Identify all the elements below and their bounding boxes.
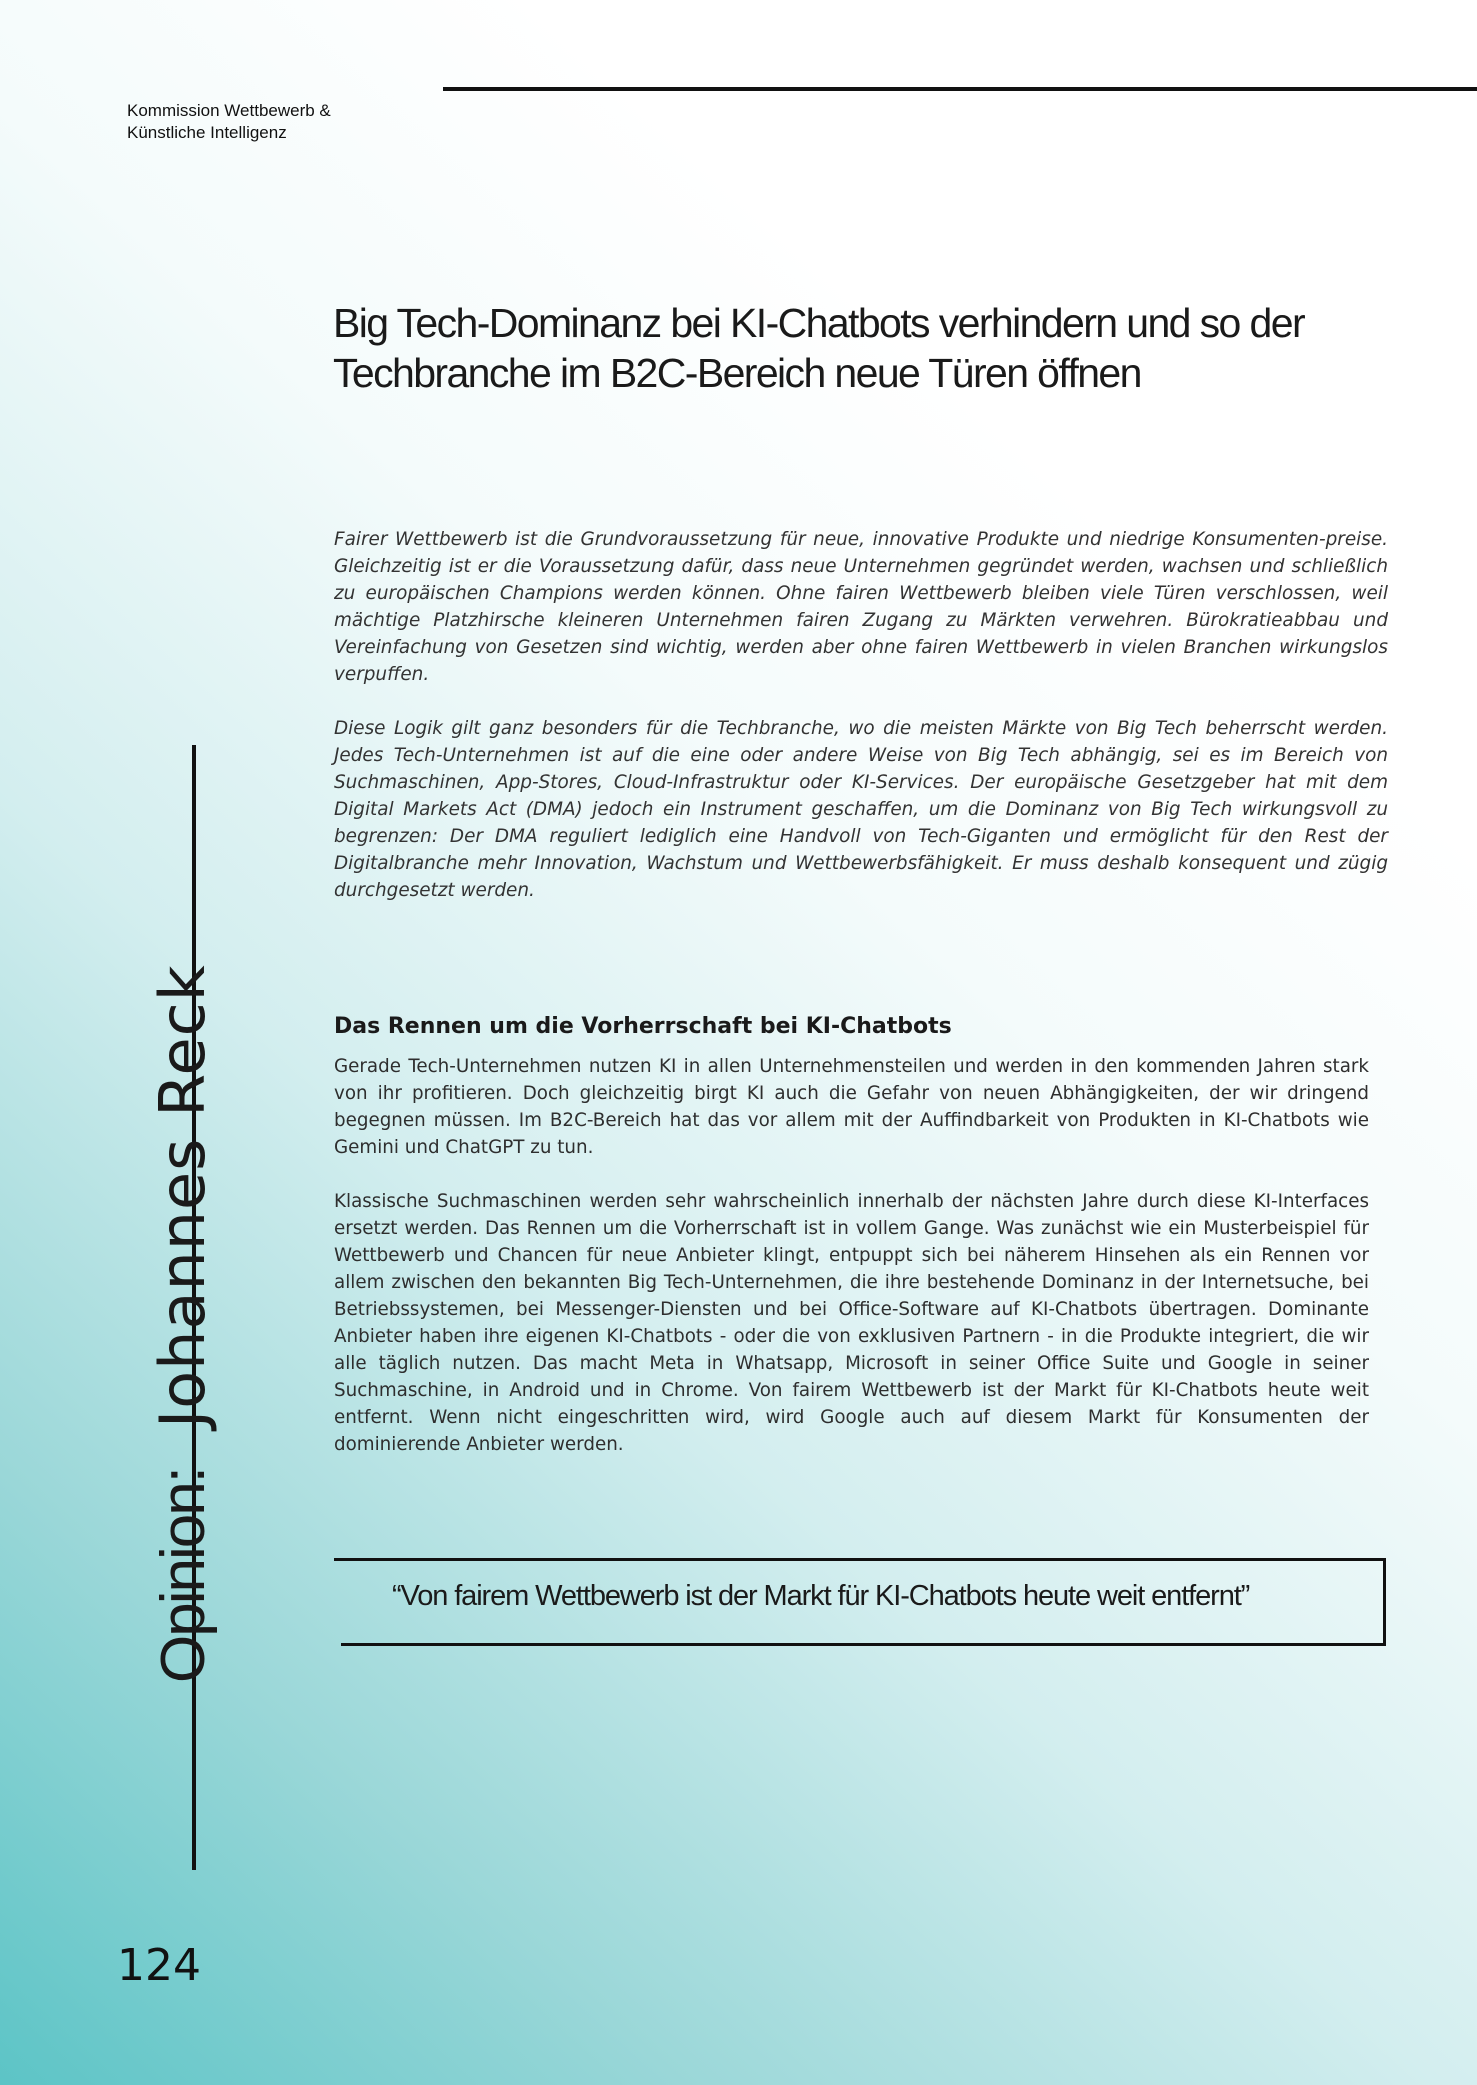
- intro-text: [334, 526, 1388, 931]
- section-heading: Das Rennen um die Vorherrschaft bei KI-Chatbots: [334, 1014, 952, 1039]
- sidebar-label: [146, 964, 219, 1683]
- pull-quote-top-rule: [334, 1558, 1386, 1561]
- header-org-line-1: Kommission Wettbewerb &: [127, 101, 331, 120]
- intro-paragraph: Diese Logik gilt ganz besonders für die Techbranche, wo die meisten Märkte von Big Tech beherrscht werden. Jedes Tech-Unternehmen ist auf die eine oder andere Weise von Big Tech abhängig, sei es im Bereich von Suchmaschinen, App-Stores, Cloud-Infrastruktur oder KI-Services. Der europäische Gesetzgeber hat mit dem Digital Markets Act (DMA) jedoch ein Instrument geschaffen, um die Dominanz von Big Tech wirkungsvoll zu begrenzen: Der DMA reguliert lediglich eine Handvoll von Tech-Giganten und ermöglicht für den Rest der Digitalbranche mehr Innovation, Wachstum und Wettbewerbsfähigkeit. Er muss deshalb konsequent und zügig durchgesetzt werden.: [334, 718, 1388, 901]
- header-org-line-2: Künstliche Intelligenz: [127, 123, 287, 142]
- intro-paragraph: Fairer Wettbewerb ist die Grundvoraussetzung für neue, innovative Produkte und niedrige Konsumenten-preise. Gleichzeitig ist er die Voraussetzung dafür, dass neue Unternehmen gegründet werden, wachsen und schließlich zu europäischen Champions werden können. Ohne fairen Wettbewerb bleiben viele Türen verschlossen, weil mächtige Platzhirsche kleineren Unternehmen fairen Zugang zu Märkten verwehren. Bürokratieabbau und Vereinfachung von Gesetzen sind wichtig, werden aber ohne fairen Wettbewerb in vielen Branchen wirkungslos verpuffen.: [334, 529, 1388, 685]
- pull-quote-box: [334, 1558, 1386, 1646]
- sidebar-opinion-label: Opinion:: [149, 1468, 218, 1683]
- header-organization: [127, 100, 331, 144]
- pull-quote-bottom-rule: [341, 1643, 1386, 1646]
- page-number: 124: [117, 1940, 201, 1991]
- article-title-line-1: Big Tech-Dominanz bei KI-Chatbots verhindern und so der: [333, 300, 1304, 346]
- sidebar-author-name: Johannes Reck: [146, 964, 219, 1429]
- pull-quote-text: “Von fairem Wettbewerb ist der Markt für KI-Chatbots heute weit entfernt”: [392, 1580, 1250, 1612]
- body-paragraph: Gerade Tech-Unternehmen nutzen KI in allen Unternehmensteilen und werden in den kommenden Jahren stark von ihr profitieren. Doch gleichzeitig birgt KI auch die Gefahr von neuen Abhängigkeiten, der wir dringend begegnen müssen. Im B2C-Bereich hat das vor allem mit der Auffindbarkeit von Produkten in KI-Chatbots wie Gemini und ChatGPT zu tun.: [334, 1056, 1369, 1158]
- header-rule: [443, 87, 1477, 91]
- pull-quote-right-rule: [1383, 1558, 1386, 1646]
- article-title: [333, 298, 1413, 398]
- body-text: [334, 1053, 1369, 1485]
- article-title-line-2: Techbranche im B2C-Bereich neue Türen öffnen: [333, 350, 1141, 396]
- body-paragraph: Klassische Suchmaschinen werden sehr wahrscheinlich innerhalb der nächsten Jahre durch diese KI-Interfaces ersetzt werden. Das Rennen um die Vorherrschaft ist in vollem Gange. Was zunächst wie ein Musterbeispiel für Wettbewerb und Chancen für neue Anbieter klingt, entpuppt sich bei näherem Hinsehen als ein Rennen vor allem zwischen den bekannten Big Tech-Unternehmen, die ihre bestehende Dominanz in der Internetsuche, bei Betriebssystemen, bei Messenger-Diensten und bei Office-Software auf KI-Chatbots übertragen. Dominante Anbieter haben ihre eigenen KI-Chatbots - oder die von exklusiven Partnern - in die Produkte integriert, die wir alle täglich nutzen. Das macht Meta in Whatsapp, Microsoft in seiner Office Suite und Google in seiner Suchmaschine, in Android und in Chrome. Von fairem Wettbewerb ist der Markt für KI-Chatbots heute weit entfernt. Wenn nicht eingeschritten wird, wird Google auch auf diesem Markt für Konsumenten der dominierende Anbieter werden.: [334, 1191, 1369, 1455]
